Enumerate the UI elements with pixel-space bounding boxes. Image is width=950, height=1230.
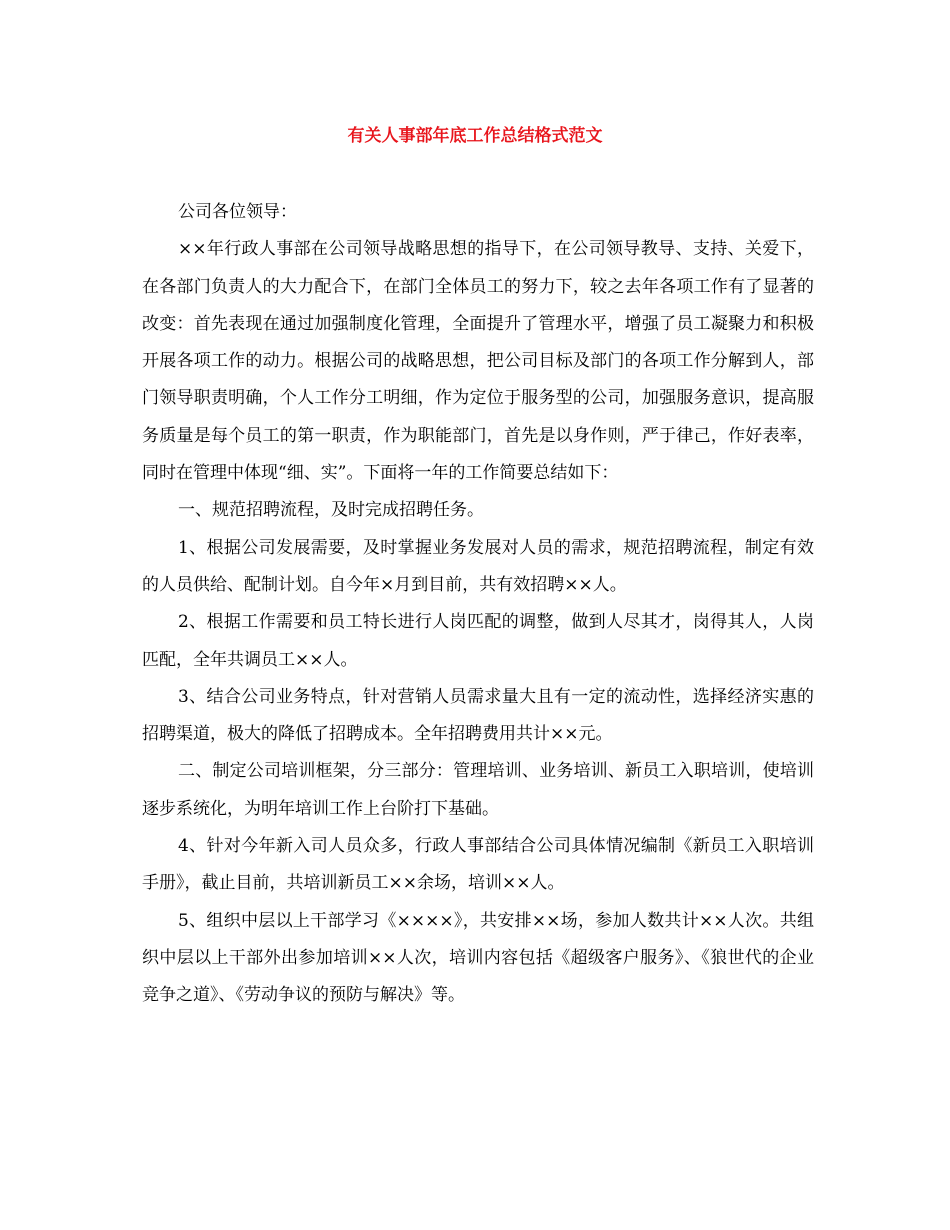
item-paragraph-4: 4、针对今年新入司人员众多，行政人事部结合公司具体情况编制《新员工入职培训手册》，截止目前，共培训新员工××余场，培训××人。 bbox=[142, 836, 814, 894]
document-body bbox=[142, 194, 814, 1015]
section-heading-training: 二、制定公司培训框架，分三部分：管理培训、业务培训、新员工入职培训，使培训逐步系统化，为明年培训工作上台阶打下基础。 bbox=[142, 761, 814, 819]
salutation: 公司各位领导： bbox=[178, 202, 297, 222]
item-paragraph-5: 5、组织中层以上干部学习《××××》，共安排××场，参加人数共计××人次。共组织中层以上干部外出参加培训××人次，培训内容包括《超级客户服务》、《狼世代的企业竞争之道》、《劳动争议的预防与解决》等。 bbox=[142, 910, 814, 1006]
section-heading-recruitment: 一、规范招聘流程，及时完成招聘任务。 bbox=[178, 500, 484, 521]
intro-paragraph: ××年行政人事部在公司领导战略思想的指导下，在公司领导教导、支持、关爱下，在各部门负责人的大力配合下，在部门全体员工的努力下，较之去年各项工作有了显著的改变：首先表现在通过加强制度化管理，全面提升了管理水平，增强了员工凝聚力和积极开展各项工作的动力。根据公司的战略思想，把公司目标及部门的各项工作分解到人，部门领导职责明确，个人工作分工明细，作为定位于服务型的公司，加强服务意识，提高服务质量是每个员工的第一职责，作为职能部门，首先是以身作则，严于律己，作好表率，同时在管理中体现“细、实”。下面将一年的工作简要总结如下： bbox=[142, 239, 814, 484]
document-title: 有关人事部年底工作总结格式范文 bbox=[347, 126, 603, 146]
item-paragraph-2: 2、根据工作需要和员工特长进行人岗匹配的调整，做到人尽其才，岗得其人，人岗匹配，全年共调员工××人。 bbox=[142, 612, 814, 670]
item-paragraph-1: 1、根据公司发展需要，及时掌握业务发展对人员的需求，规范招聘流程，制定有效的人员供给、配制计划。自今年×月到目前，共有效招聘××人。 bbox=[142, 537, 814, 595]
item-paragraph-3: 3、结合公司业务特点，针对营销人员需求量大且有一定的流动性，选择经济实惠的招聘渠道，极大的降低了招聘成本。全年招聘费用共计××元。 bbox=[142, 686, 814, 745]
